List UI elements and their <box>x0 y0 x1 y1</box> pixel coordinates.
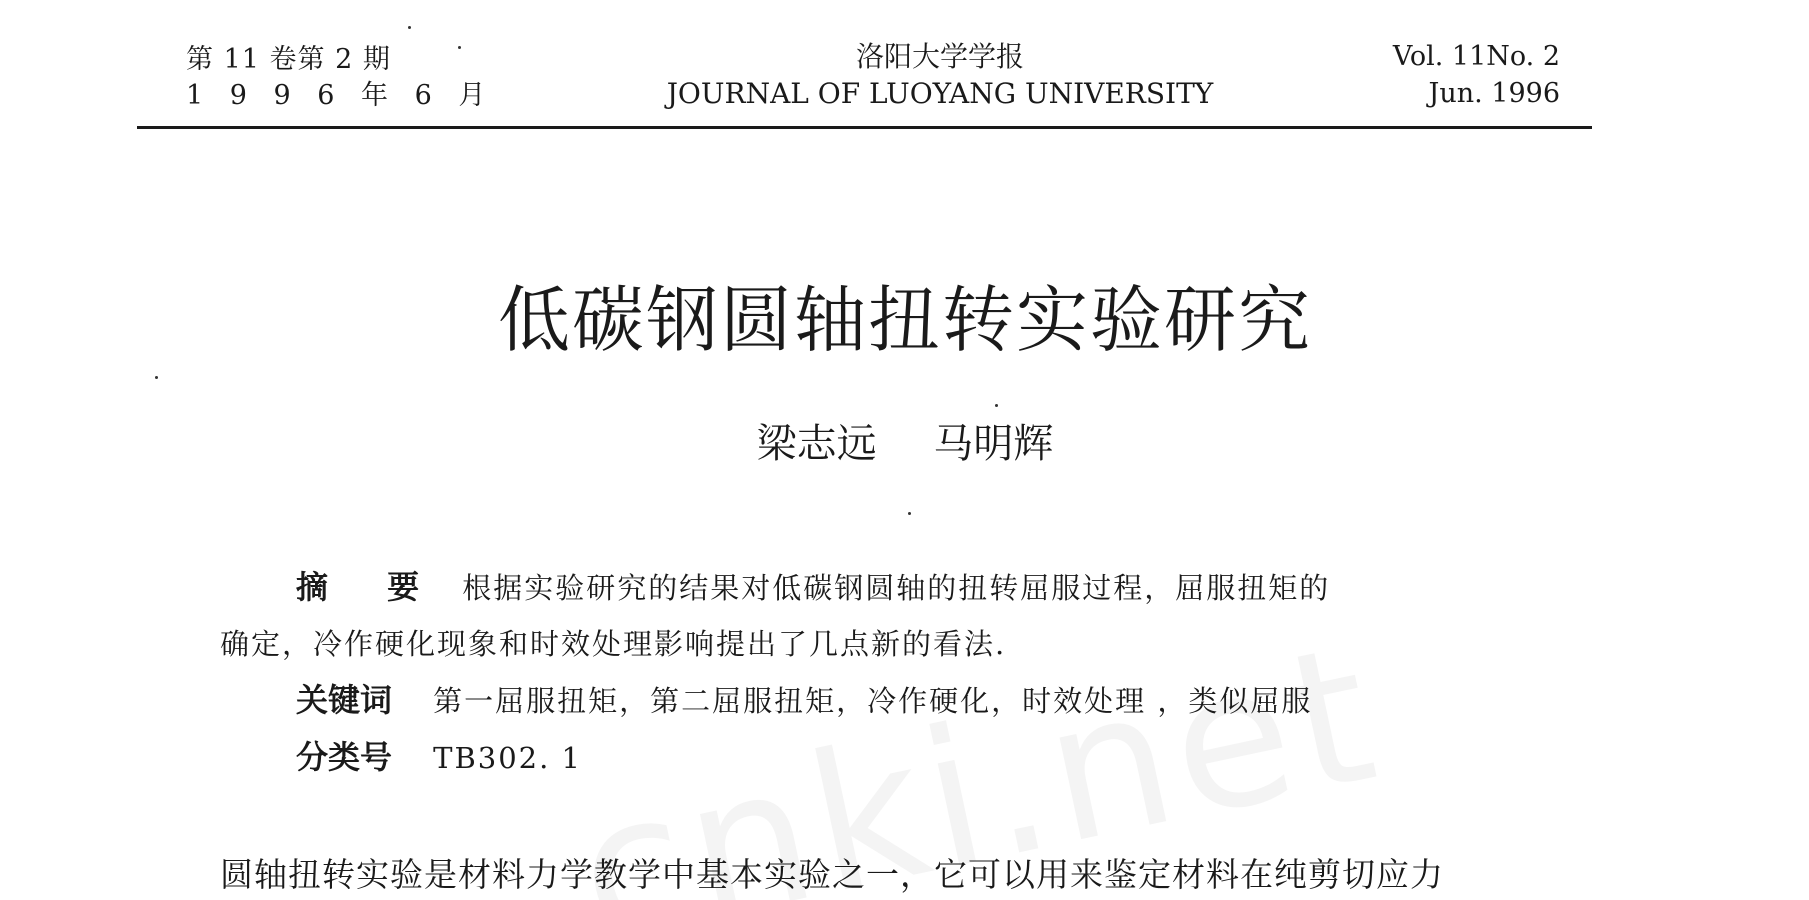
scan-speck <box>458 46 461 49</box>
abstract-line <box>296 565 1330 615</box>
author-name: 马明辉 <box>933 421 1054 467</box>
scan-speck <box>155 376 158 379</box>
keywords-line <box>296 678 1312 728</box>
header-rule <box>137 126 1592 129</box>
keywords-text: 第一屈服扭矩，第二屈服扭矩，冷作硬化，时效处理 ，类似屈服 <box>433 684 1313 718</box>
abstract-text: 根据实验研究的结果对低碳钢圆轴的扭转屈服过程，屈服扭矩的 <box>462 571 1331 605</box>
body-paragraph: 圆轴扭转实验是材料力学教学中基本实验之一，它可以用来鉴定材料在纯剪切应力 <box>220 855 1444 894</box>
issue-date-cn: 1 9 9 6 年 6 月 <box>186 80 495 111</box>
scan-speck <box>995 404 998 407</box>
scan-speck <box>908 512 911 515</box>
author-name: 梁志远 <box>756 421 877 467</box>
journal-name-en: JOURNAL OF LUOYANG UNIVERSITY <box>666 77 1214 110</box>
issue-info-cn <box>186 42 494 114</box>
keywords-label: 关键词 <box>296 681 393 719</box>
classification-code: TB302. 1 <box>433 741 583 775</box>
paper-title: 低碳钢圆轴扭转实验研究 <box>497 278 1312 362</box>
scan-speck <box>408 26 411 29</box>
classification-label: 分类号 <box>296 738 393 776</box>
journal-name-cn: 洛阳大学学报 <box>855 40 1024 73</box>
issue-date-en: Jun. 1996 <box>1428 78 1560 109</box>
issue-number-cn: 第 11 卷第 2 期 <box>186 44 391 75</box>
issue-number-en: Vol. 11No. 2 <box>1392 41 1560 72</box>
abstract-text-continued: 确定，冷作硬化现象和时效处理影响提出了几点新的看法. <box>220 627 1007 661</box>
author-list <box>580 418 1230 470</box>
issue-info-en <box>1380 38 1560 112</box>
abstract-label: 摘 要 <box>296 568 444 606</box>
journal-name <box>630 38 1250 112</box>
classification-line <box>296 735 582 785</box>
